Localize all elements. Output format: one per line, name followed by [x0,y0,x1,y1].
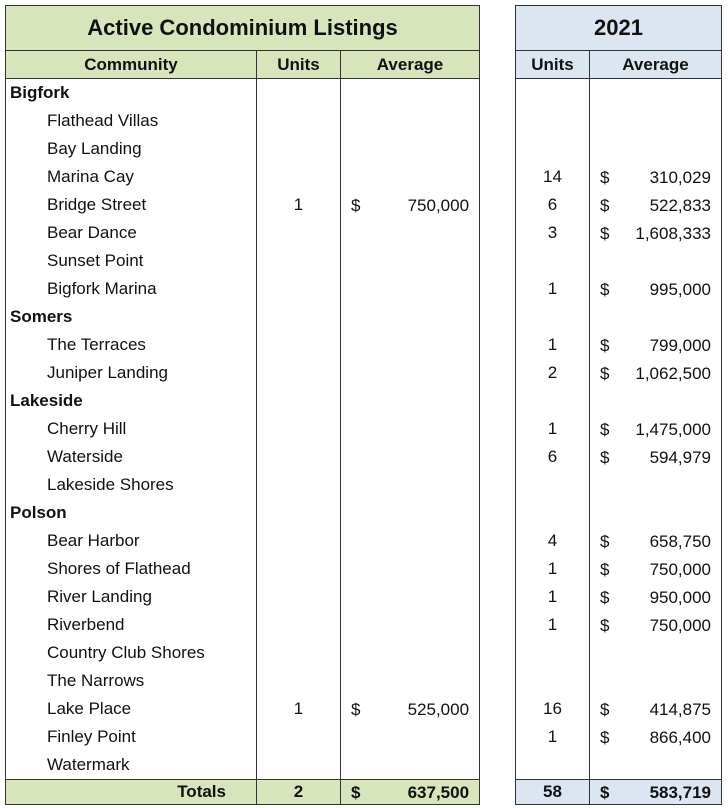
table-row [6,275,480,303]
totals-average-2021: $ 583,719 [590,780,722,805]
community-name: Country Club Shores [47,643,205,662]
units-2021: 2 [547,363,558,382]
units-2021: 1 [547,615,558,634]
units [257,471,341,499]
average [341,163,480,191]
table-row [6,695,480,723]
average-2021: $ 799,000 [590,331,722,359]
units [257,79,341,108]
community-name: Lakeside Shores [47,475,174,494]
table-row [6,191,480,219]
units-2021: 4 [547,531,558,550]
table-row-2021 [516,471,722,499]
units-2021: 14 [543,167,562,186]
header-average: Average [341,51,480,79]
group-name: Bigfork [10,83,70,102]
totals-row [6,780,480,805]
community-name: The Terraces [47,335,146,354]
average-2021: $ 1,608,333 [590,219,722,247]
community-name: Flathead Villas [47,111,159,130]
active-listings-table [5,5,480,805]
table-row-2021 [516,667,722,695]
community-name: Finley Point [47,727,136,746]
totals-units: 2 [257,780,341,805]
community-name: Bear Dance [47,223,137,242]
average [341,107,480,135]
community-name: Sunset Point [47,251,144,270]
table-row [6,135,480,163]
header-community: Community [6,51,257,79]
units-2021 [516,79,590,108]
units [257,583,341,611]
average [341,527,480,555]
group-name: Somers [10,307,73,326]
header-average-2021: Average [590,51,722,79]
average-2021 [590,667,722,695]
table-row-2021 [516,443,722,471]
year-2021-table [515,5,722,805]
units [257,443,341,471]
average: $ 525,000 [341,695,480,723]
units-2021 [516,639,590,667]
table-row-2021 [516,499,722,527]
totals-units-2021: 58 [516,780,590,805]
table-row [6,583,480,611]
average [341,387,480,415]
table-row [6,163,480,191]
totals-average: $ 637,500 [341,780,480,805]
average-2021: $ 522,833 [590,191,722,219]
average-2021: $ 750,000 [590,555,722,583]
units [257,359,341,387]
units [257,415,341,443]
units: 1 [257,191,341,219]
table-row [6,667,480,695]
table-row-2021 [516,695,722,723]
units-2021 [516,499,590,527]
average-2021 [590,303,722,331]
table-row-2021 [516,107,722,135]
units [257,499,341,527]
units [257,611,341,639]
average-2021 [590,471,722,499]
units-2021 [516,667,590,695]
units [257,723,341,751]
units [257,639,341,667]
units [257,219,341,247]
average [341,611,480,639]
average-2021 [590,499,722,527]
community-name: Shores of Flathead [47,559,191,578]
units-2021: 1 [547,419,558,438]
totals-label: Totals [6,780,257,805]
group-name: Polson [10,503,67,522]
average [341,667,480,695]
table-row [6,107,480,135]
units-2021: 3 [547,223,558,242]
community-name: Riverbend [47,615,125,634]
community-name: Bear Harbor [47,531,140,550]
average-2021 [590,247,722,275]
header-units: Units [257,51,341,79]
average-2021 [590,135,722,163]
table-row-2021 [516,723,722,751]
group-row [6,499,480,527]
units [257,331,341,359]
community-name: Bay Landing [47,139,142,158]
units-2021: 1 [547,279,558,298]
table-row [6,527,480,555]
community-name: Marina Cay [47,167,134,186]
average-2021: $ 866,400 [590,723,722,751]
average [341,555,480,583]
table-row [6,331,480,359]
average [341,135,480,163]
table-row-2021 [516,751,722,780]
average-2021: $ 750,000 [590,611,722,639]
community-name: Bridge Street [47,195,147,214]
group-row [6,387,480,415]
units-2021: 16 [543,699,562,718]
table-row-2021 [516,275,722,303]
average [341,443,480,471]
units [257,135,341,163]
average [341,751,480,780]
group-row [6,79,480,108]
table-row [6,247,480,275]
totals-row-2021 [516,780,722,805]
average [341,331,480,359]
community-name: Lake Place [47,699,132,718]
units-2021: 1 [547,587,558,606]
units [257,527,341,555]
units [257,555,341,583]
table-row [6,443,480,471]
table-row [6,611,480,639]
table-row [6,639,480,667]
table-title: Active Condominium Listings [6,6,480,51]
table-row-2021 [516,359,722,387]
table-row-2021 [516,247,722,275]
table-row-2021 [516,163,722,191]
units-2021: 6 [547,447,558,466]
units [257,275,341,303]
average-2021: $ 310,029 [590,163,722,191]
table-row-2021 [516,415,722,443]
table-row [6,415,480,443]
group-name: Lakeside [10,391,83,410]
average [341,723,480,751]
average [341,583,480,611]
units [257,303,341,331]
table-row [6,219,480,247]
table-row-2021 [516,387,722,415]
units [257,667,341,695]
average [341,303,480,331]
average-2021: $ 1,475,000 [590,415,722,443]
average [341,359,480,387]
units-2021: 1 [547,727,558,746]
average [341,79,480,108]
community-name: River Landing [47,587,152,606]
average [341,219,480,247]
average-2021 [590,639,722,667]
table-row-2021 [516,611,722,639]
average: $ 750,000 [341,191,480,219]
units-2021: 6 [547,195,558,214]
table-row-2021 [516,303,722,331]
units-2021 [516,751,590,780]
units [257,163,341,191]
average [341,415,480,443]
header-units-2021: Units [516,51,590,79]
average [341,639,480,667]
community-name: The Narrows [47,671,145,690]
table-row [6,723,480,751]
group-row [6,303,480,331]
units: 1 [257,695,341,723]
average [341,275,480,303]
average-2021: $ 594,979 [590,443,722,471]
community-name: Juniper Landing [47,363,168,382]
table-row-2021 [516,219,722,247]
table-row-2021 [516,79,722,108]
units [257,107,341,135]
table-row-2021 [516,639,722,667]
table-row [6,359,480,387]
units [257,387,341,415]
table-row-2021 [516,135,722,163]
average-2021: $ 658,750 [590,527,722,555]
average-2021: $ 414,875 [590,695,722,723]
average-2021 [590,751,722,780]
table-row-2021 [516,191,722,219]
units [257,751,341,780]
average-2021 [590,79,722,108]
units-2021: 1 [547,335,558,354]
community-name: Watermark [47,755,130,774]
units-2021 [516,135,590,163]
units [257,247,341,275]
table-row-2021 [516,331,722,359]
average-2021 [590,387,722,415]
units-2021: 1 [547,559,558,578]
units-2021 [516,247,590,275]
table-row-2021 [516,555,722,583]
average [341,499,480,527]
community-name: Cherry Hill [47,419,127,438]
units-2021 [516,471,590,499]
average-2021: $ 1,062,500 [590,359,722,387]
units-2021 [516,303,590,331]
average-2021: $ 995,000 [590,275,722,303]
units-2021 [516,387,590,415]
table-row [6,555,480,583]
table-row-2021 [516,527,722,555]
table-row [6,471,480,499]
table-row [6,751,480,780]
community-name: Bigfork Marina [47,279,157,298]
table-row-2021 [516,583,722,611]
average-2021: $ 950,000 [590,583,722,611]
average [341,471,480,499]
units-2021 [516,107,590,135]
average-2021 [590,107,722,135]
year-title: 2021 [516,6,722,51]
community-name: Waterside [47,447,123,466]
average [341,247,480,275]
